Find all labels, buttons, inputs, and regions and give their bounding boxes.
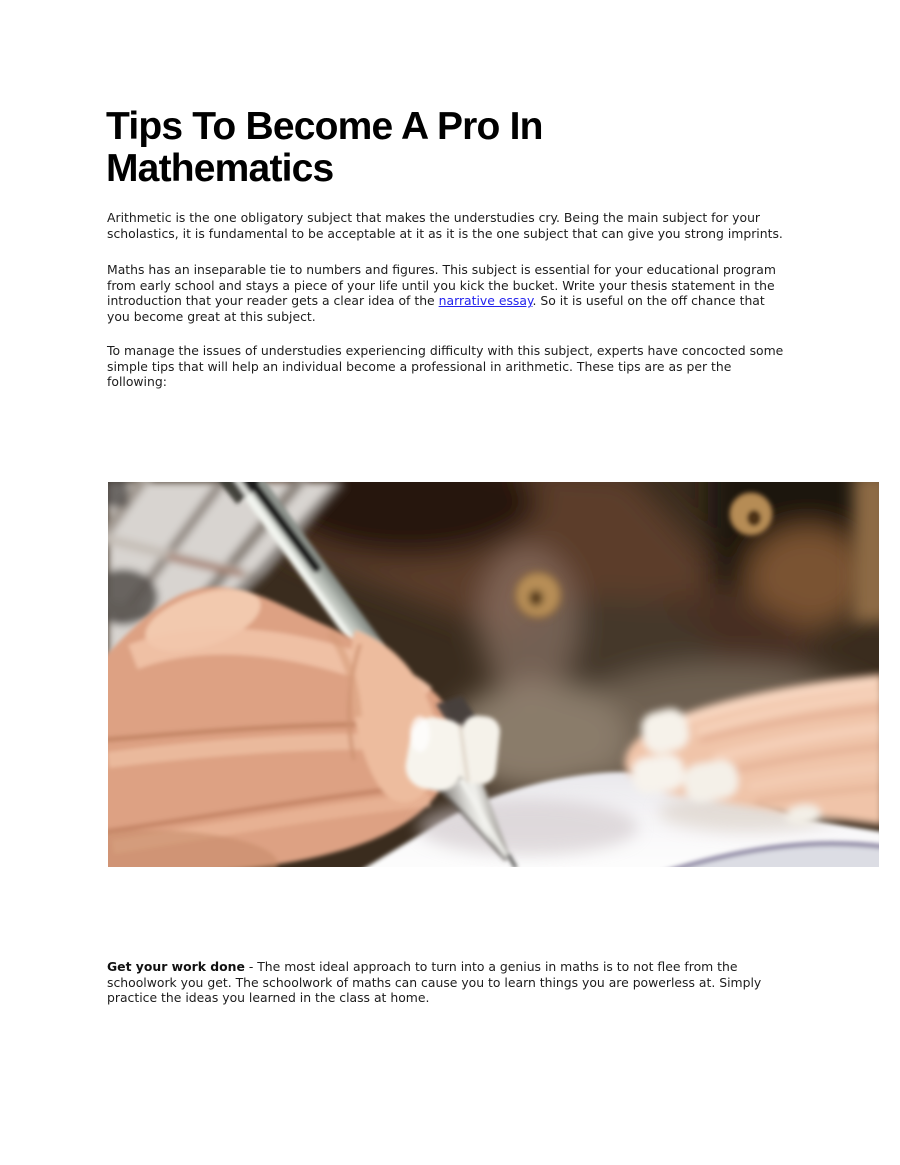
page-title <box>106 106 543 190</box>
coat-button <box>515 572 561 618</box>
title-line-2: Mathematics <box>106 147 334 190</box>
paragraph-line: scholastics, it is fundamental to be acceptable at it as it is the one subject that can give you strong imprints. <box>107 225 783 241</box>
paragraph-line: schoolwork you get. The schoolwork of maths can cause you to learn things you are powerless at. Simply <box>107 974 762 990</box>
paragraph-experts-tips <box>107 343 783 390</box>
paragraph-line: you become great at this subject. <box>107 309 316 325</box>
coat-button <box>730 493 772 535</box>
paragraph-line: practice the ideas you learned in the class at home. <box>107 990 430 1006</box>
paragraph-line-with-link <box>107 293 776 309</box>
paragraph-get-work-done <box>107 959 761 1006</box>
paragraph-line: simple tips that will help an individual become a professional in arithmetic. These tips are as per the <box>107 358 732 374</box>
hand-writing-photo-illustration <box>108 482 879 867</box>
hand-writing-photo <box>108 482 879 867</box>
paragraph-line: Maths has an inseparable tie to numbers and figures. This subject is essential for your educational program <box>107 262 776 277</box>
narrative-essay-link[interactable]: narrative essay <box>438 293 533 309</box>
thumb-nail <box>402 714 501 795</box>
bold-lead-text: Get your work done <box>107 959 245 974</box>
paragraph-line-with-bold <box>107 959 761 975</box>
paragraph-maths-tie <box>107 262 776 325</box>
paragraph-line: from early school and stays a piece of your life until you kick the bucket. Write your thesis statement in the <box>107 277 775 293</box>
text-after-bold: - The most ideal approach to turn into a genius in maths is to not flee from the <box>244 959 738 974</box>
title-line-1: Tips To Become A Pro In <box>106 105 543 148</box>
text-before-link: introduction that your reader gets a clear idea of the <box>107 293 439 309</box>
paragraph-line: Arithmetic is the one obligatory subject that makes the understudies cry. Being the main subject for your <box>107 210 761 225</box>
text-after-link: . So it is useful on the off chance that <box>532 293 765 309</box>
paragraph-line: following: <box>107 374 167 390</box>
paragraph-intro <box>107 210 783 241</box>
paragraph-line: To manage the issues of understudies experiencing difficulty with this subject, experts have concocted some <box>107 343 784 358</box>
